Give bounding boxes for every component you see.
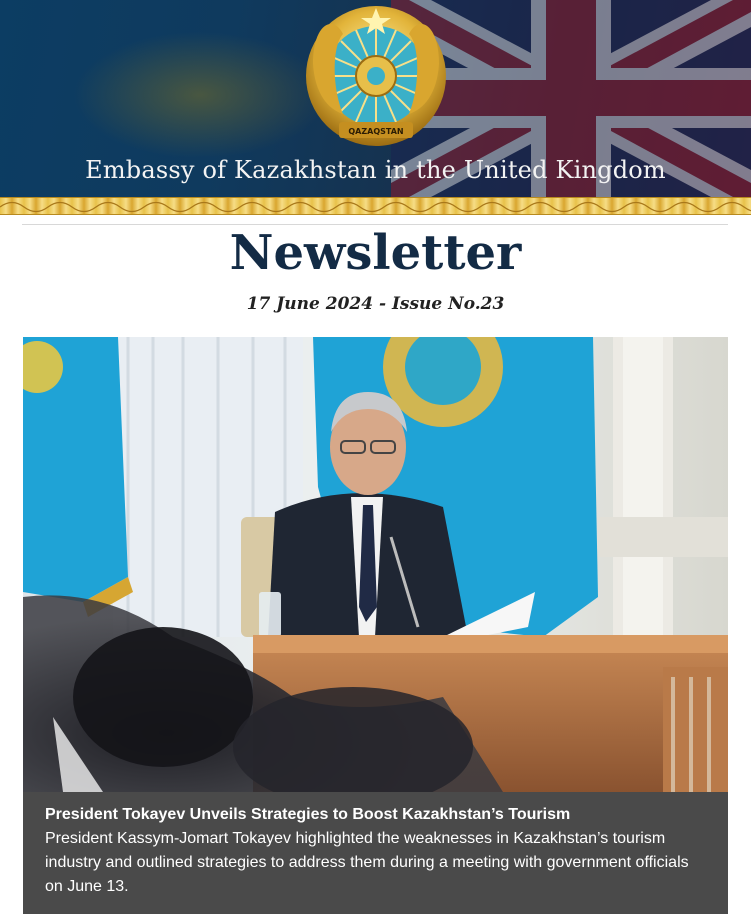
page-title: Newsletter: [229, 225, 522, 281]
embassy-title: Embassy of Kazakhstan in the United Kingdom: [85, 156, 666, 184]
emblem-text: QAZAQSTAN: [348, 127, 404, 136]
president-meeting-image: [23, 337, 728, 792]
feature-headline[interactable]: President Tokayev Unveils Strategies to Boost Kazakhstan’s Tourism: [45, 806, 571, 823]
feature-caption[interactable]: [23, 792, 728, 914]
issue-date: 17 June 2024 - Issue No.23: [246, 294, 505, 314]
header-banner: [0, 0, 751, 197]
gold-ornament-divider: [0, 197, 751, 215]
feature-summary: President Kassym-Jomart Tokayev highlighted the weaknesses in Kazakhstan’s tourism industry and outlined strategies to address them during a meeting with government officials on June 13.: [45, 830, 689, 895]
feature-photo[interactable]: [23, 337, 728, 792]
kazakhstan-emblem-icon: [303, 4, 449, 152]
